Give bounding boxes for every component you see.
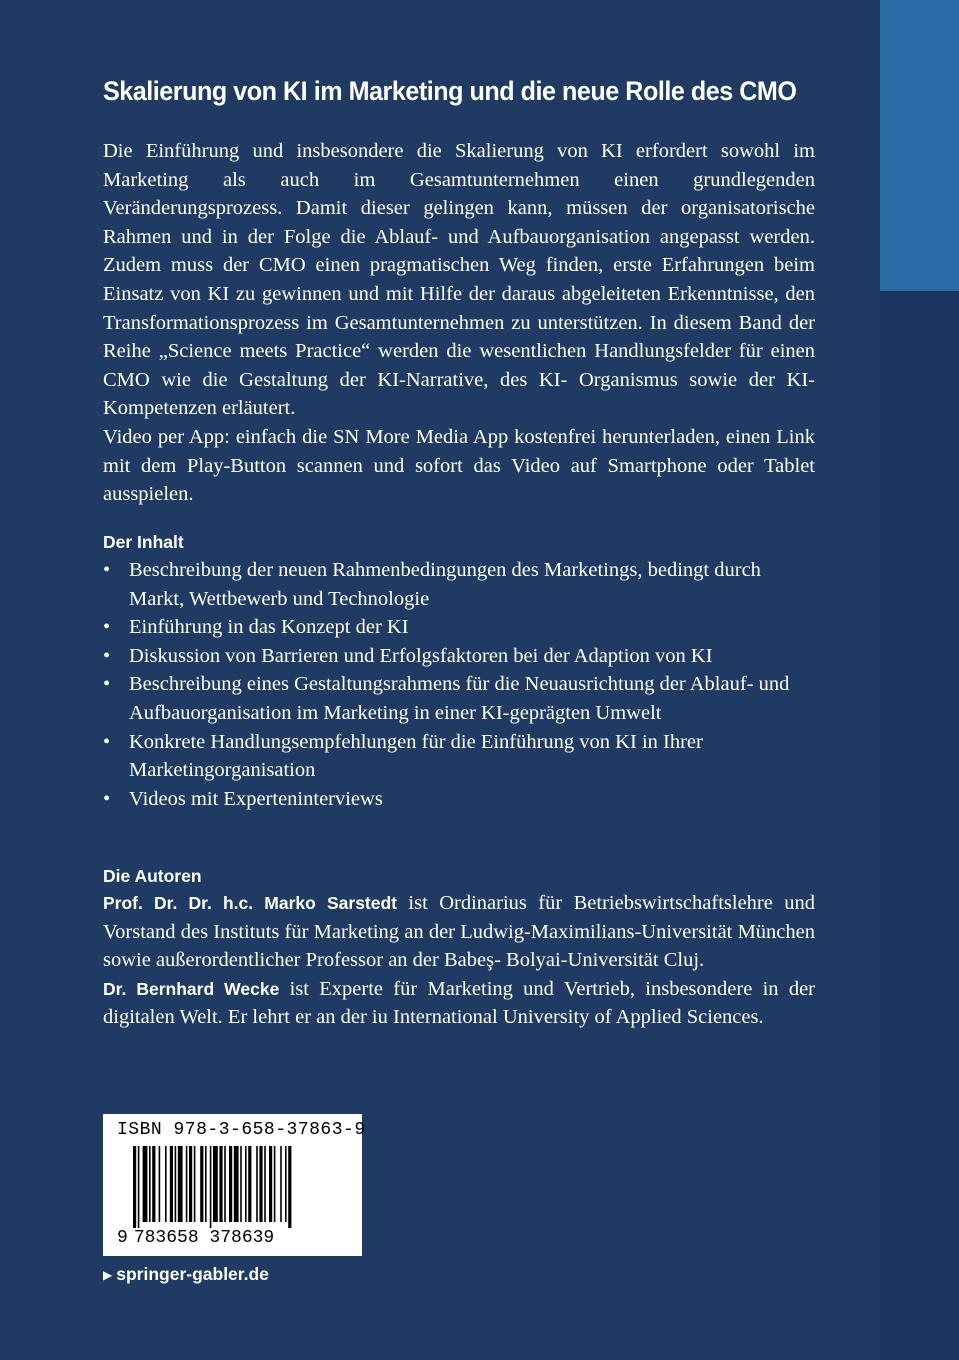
authors-heading: Die Autoren — [103, 866, 202, 886]
author-name: Prof. Dr. Dr. h.c. Marko Sarstedt — [103, 893, 398, 913]
bullet: • — [103, 559, 111, 581]
list-item-text: Videos mit Experteninterviews — [129, 787, 383, 810]
barcode-bar — [165, 1146, 167, 1222]
barcode-bar — [280, 1146, 282, 1222]
play-arrow-icon: ▶ — [103, 1268, 113, 1282]
barcode-bar — [219, 1146, 222, 1222]
author-paragraph — [103, 975, 815, 1032]
barcode-bar — [288, 1146, 291, 1228]
isbn-label: ISBN 978-3-658-37863-9 — [117, 1120, 366, 1140]
barcode-bar — [213, 1146, 218, 1222]
barcode-bar — [159, 1146, 161, 1222]
barcode-bar — [138, 1146, 140, 1228]
barcode-bar — [133, 1146, 136, 1228]
list-item — [103, 556, 815, 613]
side-color-tab — [880, 0, 959, 291]
barcode-bar — [285, 1146, 287, 1222]
list-item — [103, 613, 815, 642]
bullet: • — [103, 644, 111, 667]
list-item — [103, 728, 815, 785]
list-item-text: Einführung in das Konzept der KI — [129, 616, 409, 639]
list-item-text: Diskussion von Barrieren und Erfolgsfaktoren bei der Adaption von KI — [129, 644, 713, 667]
barcode-bar — [259, 1146, 262, 1222]
barcode-bar — [189, 1146, 192, 1222]
barcode-digit-first: 9 — [117, 1228, 128, 1248]
barcode-bar — [200, 1146, 203, 1222]
barcode-bar — [149, 1146, 151, 1222]
bullet: • — [103, 730, 111, 753]
barcode-bar — [229, 1146, 232, 1222]
barcode-bar — [274, 1146, 276, 1222]
barcode-digits-rest: 783658 378639 — [133, 1228, 275, 1248]
barcode-bar — [175, 1146, 177, 1222]
intro-text — [103, 137, 815, 509]
side-strip — [880, 291, 959, 1360]
list-item-text: Beschreibung eines Gestaltungsrahmens für die Neuausrichtung der Ablauf- und Aufbauorganisation im Marketing in einer KI-geprägten Umwelt — [129, 673, 790, 724]
bullet: • — [103, 787, 111, 810]
barcode-bar — [269, 1146, 272, 1222]
contents-heading: Der Inhalt — [103, 532, 184, 552]
barcode-bar — [234, 1146, 239, 1222]
list-item-text: Beschreibung der neuen Rahmenbedingungen des Marketings, bedingt durch Markt, Wettbewerb und Technologie — [129, 559, 761, 610]
barcode-bar — [186, 1146, 188, 1222]
barcode-bar — [205, 1146, 207, 1222]
barcode-bar — [210, 1146, 212, 1228]
barcode-digits — [117, 1228, 274, 1248]
barcode-bar — [248, 1146, 251, 1222]
barcode-bar — [178, 1146, 183, 1222]
barcode-bar — [224, 1146, 226, 1222]
author-bio: ist Ordinarius für Betriebswirtschaftslehre und Vorstand des Instituts für Marketing an der Ludwig-Maximilians-Universität München sowie außerordentlicher Professor an der Babeş- Bolyai-Universität Cluj. — [103, 892, 816, 972]
author-name: Dr. Bernhard Wecke — [103, 978, 280, 999]
list-item-text: Konkrete Handlungsempfehlungen für die Einführung von KI in Ihrer Marketingorganisation — [129, 730, 703, 782]
list-item — [103, 670, 815, 727]
list-item — [103, 642, 815, 671]
website-text: springer-gabler.de — [116, 1264, 269, 1284]
bullet: • — [103, 673, 111, 696]
author-paragraph — [103, 889, 815, 975]
video-paragraph: Video per App: einfach die SN More Media App kostenfrei herunterladen, einen Link mit dem Play-Button scannen und sofort das Video auf Smartphone oder Tablet ausspielen. — [103, 425, 815, 506]
website-link[interactable] — [103, 1262, 269, 1287]
authors-text — [103, 889, 815, 1032]
barcode-bar — [240, 1146, 242, 1222]
intro-paragraph: Die Einführung und insbesondere die Skalierung von KI erfordert sowohl im Marketing als auch im Gesamtunternehmen einen grundlegenden Veränderungsprozess. Damit dieser gelingen kann, müssen der organisatorische Rahmen und in der Folge die Ablauf- und Aufbauorganisation angepasst werden. Zudem muss der CMO einen pragmatischen Weg finden, erste Erfahrungen beim Einsatz von KI zu gewinnen und mit Hilfe der daraus abgeleiteten Erkenntnisse, den Transformationsprozess im Gesamtunternehmen zu unterstützen. In diesem Band der Reihe „Science meets Practice“ werden die wesentlichen Handlungsfelder für einen CMO wie die Gestaltung der KI-Narrative, des KI- Organismus sowie der KI-Kompetenzen erläutert. — [103, 140, 815, 420]
barcode — [133, 1146, 333, 1228]
barcode-bar — [245, 1146, 247, 1222]
contents-list — [103, 556, 815, 813]
bullet: • — [103, 616, 111, 639]
barcode-bar — [170, 1146, 173, 1222]
barcode-bar — [264, 1146, 266, 1222]
barcode-bar — [194, 1146, 196, 1222]
book-title: Skalierung von KI im Marketing und die neue Rolle des CMO — [103, 76, 797, 106]
barcode-bar — [256, 1146, 258, 1222]
isbn-barcode-box — [103, 1114, 366, 1256]
author-bio: ist Experte für Marketing und Vertrieb, insbesondere in der digitalen Welt. Er lehrt er an der iu International University of Applied Sciences. — [103, 977, 815, 1029]
list-item — [103, 785, 815, 814]
barcode-bar — [143, 1146, 148, 1222]
barcode-bar — [152, 1146, 155, 1222]
